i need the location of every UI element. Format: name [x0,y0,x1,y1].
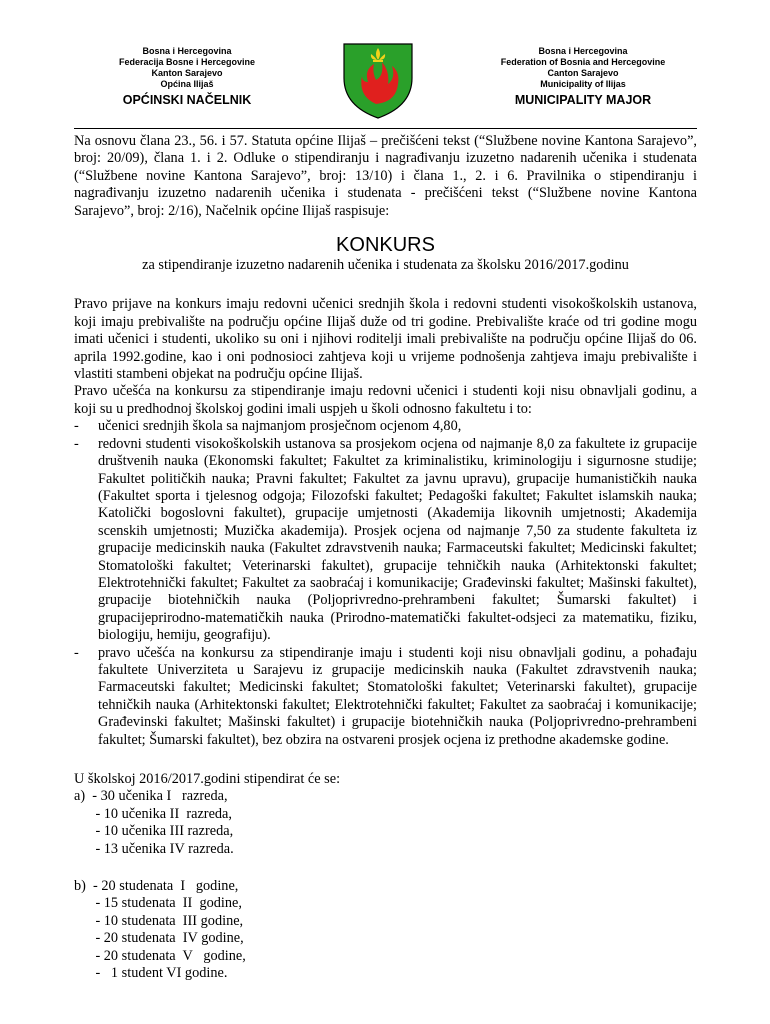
header-left-title: OPĆINSKI NAČELNIK [122,93,252,107]
condition-text: redovni studenti visokoškolskih ustanova sa prosjekom ocjena od najmanje 8,0 za fakultete iz grupacije društvenih nauka (Ekonomski fakultet; Fakultet za kriminalistiku, kriminologiju i sigurnosne studije; Fakultet političkih nauka; Pravni fakultet; Fakultet za javnu upravu), grupacije humanističkih nauka (Fakultet sporta i tjelesnog odgoja; Filozofski fakultet; Pedagoški fakultet; Fakultet islamskih nauka; Katolički bogoslovni fakultet), grupacije umjetnosti (Akademija likovnih umjetnosti; Akademija scenskih umjetnosti; Muzička akademija). Prosjek ocjena od najmanje 7,50 za studente fakulteta iz grupacije medicinskih nauka (Fakultet zdravstvenih nauka; Farmaceutski fakultet; Medicinski fakultet; Stomatološki fakultet; Veterinarski fakultet), grupacije tehničkih nauka (Arhitektonski fakultet; Elektrotehnički fakultet; Fakultet za saobraćaj i komunikacije; Građevinski fakultet; Mašinski fakultet), grupacije biotehničkih nauka (Poljoprivredno-prehrambeni fakultet; Šumarski fakultet) i grupacijeprirodno-matematičkih nauka (Prirodno-matematički fakultet-odsjeci za matematiku, fiziku, biologiju, hemiju, geografiju). [98,435,697,644]
pupil-list [74,788,697,858]
document-body [74,133,697,982]
condition-item [74,436,697,645]
eligibility-paragraph: Pravo prijave na konkurs imaju redovni učenici srednjih škola i redovni studenti visokoškolskih ustanova, koji imaju prebivalište na području općine Ilijaš duže od tri godine. Prebivalište kraće od tri godine mogu imati učenici i studenti, ukoliko su oni i njihovi roditelji imali prebivalište na području općine Ilijaš do 06. aprila 1992.godine, kao i oni podnosioci zahtjeva koji u vrijeme podnošenja zahtjeva imaju prebivalište i vlastiti stambeni objekat na području općine Ilijaš. [74,296,697,383]
header-divider [74,128,697,129]
list-item: - 15 studenata II godine, [74,895,242,912]
document-title: KONKURS [336,234,435,257]
header-left-line: Općina Ilijaš [160,79,214,89]
header-right [468,46,698,108]
header-left-line: Kanton Sarajevo [151,68,223,78]
header-left-line: Bosna i Hercegovina [142,46,232,56]
list-dash: - [74,644,79,661]
header-left-line: Federacija Bosne i Hercegovine [118,57,256,67]
condition-text: učenici srednjih škola sa najmanjom prosječnom ocjenom 4,80, [98,418,462,435]
header-right-line: Bosna i Hercegovina [538,46,628,56]
student-list [74,878,697,982]
header-right-line: Federation of Bosnia and Hercegovine [500,57,666,67]
list-item: a) - 30 učenika I razreda, [74,788,228,805]
list-item: - 1 student VI godine. [74,965,228,982]
participation-paragraph: Pravo učešća na konkursu za stipendiranje imaju redovni učenici i studenti koji nisu obnavljali godinu, a koji su u predhodnoj školskoj godini imali uspjeh u školi odnosno fakultetu i to: [74,383,697,417]
document-subtitle: za stipendiranje izuzetno nadarenih učenika i studenata za školsku 2016/2017.godinu [142,257,629,274]
scholarship-intro: U školskoj 2016/2017.godini stipendirat će se: [74,771,341,787]
list-item: - 20 studenata V godine, [74,947,246,964]
header-right-line: Canton Sarajevo [547,68,619,78]
list-item: b) - 20 studenata I godine, [74,878,239,895]
list-item: - 10 učenika II razreda, [74,805,232,822]
list-dash: - [74,435,79,452]
list-item: - 13 učenika IV razreda. [74,840,234,857]
condition-item [74,645,697,749]
header-left [72,46,302,108]
header-right-title: MUNICIPALITY MAJOR [514,93,652,107]
list-item: - 10 studenata III godine, [74,912,244,929]
condition-text: pravo učešća na konkursu za stipendiranje imaju i studenti koji nisu obnavljali godinu, a pohađaju fakultete Univerziteta u Sarajevu iz grupacije medicinskih nauka (Fakultet zdravstvenih nauka; Farmaceutski fakultet; Medicinski fakultet; Stomatološki fakultet; Veterinarski fakultet), grupacije tehničkih nauka (Arhitektonski fakultet; Elektrotehnički fakultet; Fakultet za saobraćaj i komunikacije; Građevinski fakultet; Mašinski fakultet) i grupacije biotehničkih nauka (Poljoprivredno-prehrambeni fakultet; Šumarski fakultet), bez obzira na ostvareni prosjek ocjena iz prethodne akademske godine. [98,644,697,748]
municipality-crest-icon [340,38,416,120]
intro-paragraph: Na osnovu člana 23., 56. i 57. Statuta općine Ilijaš – prečišćeni tekst (“Službene novine Kantona Sarajevo”, broj: 20/09), člana 1. i 2. Odluke o stipendiranju i nagrađivanju izuzetno nadarenih učenika i studenata (“Službene novine Kantona Sarajevo”, broj: 13/10) i člana 1., 2. i 6. Pravilnika o stipendiranju i nagrađivanju izuzetno nadarenih učenika i studenata - prečišćeni tekst (“Službene novine Kantona Sarajevo”, broj: 2/16), Načelnik općine Ilijaš raspisuje: [74,133,697,219]
condition-item [74,418,697,435]
list-item: - 10 učenika III razreda, [74,823,234,840]
header-right-line: Municipality of Ilijas [540,79,626,89]
list-item: - 20 studenata IV godine, [74,930,244,947]
list-dash: - [74,418,79,435]
